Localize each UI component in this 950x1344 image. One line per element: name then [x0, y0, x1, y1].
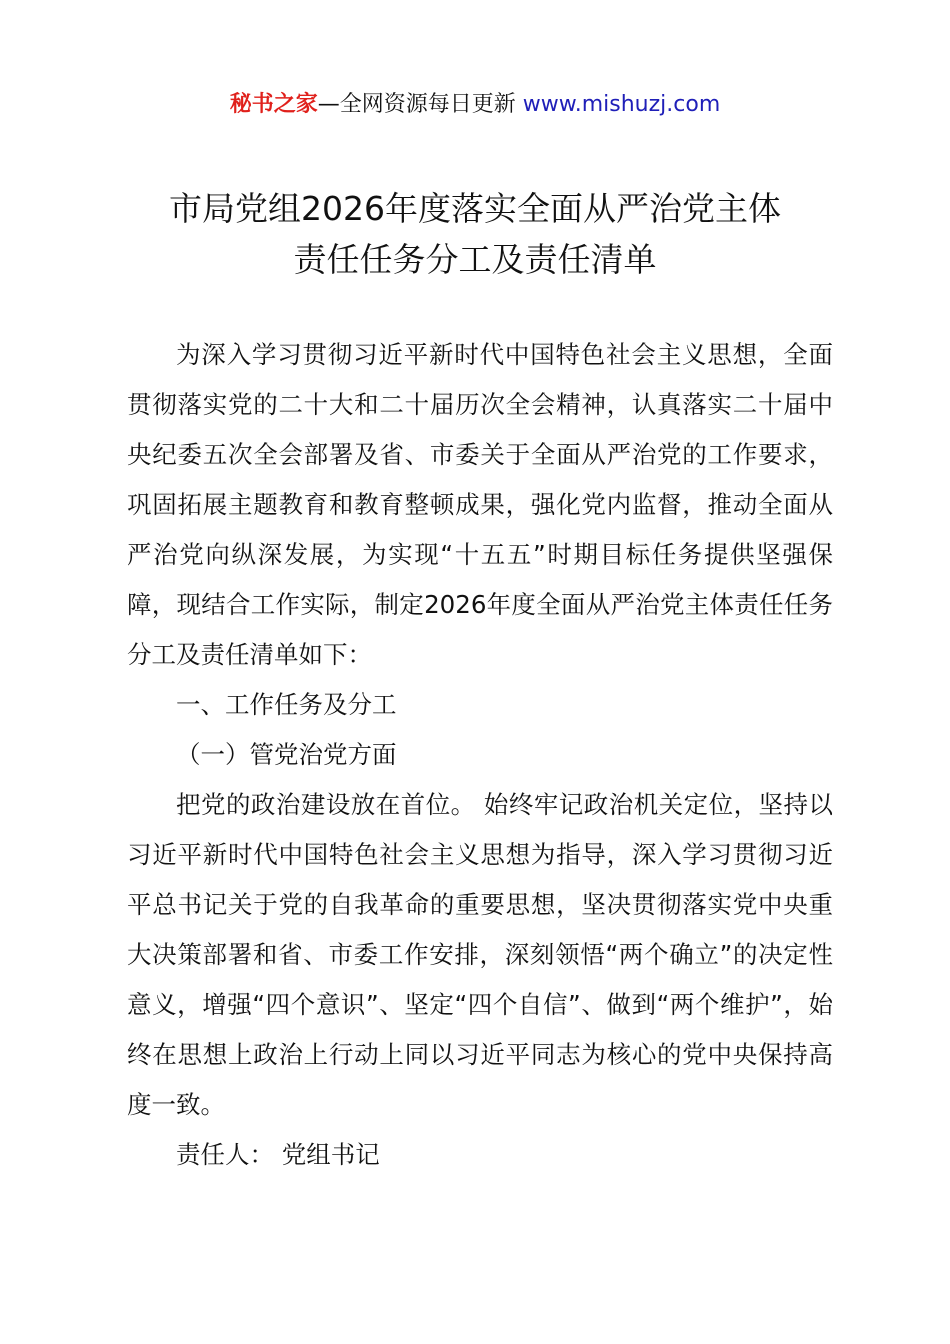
title-line-2: 责任任务分工及责任清单 [293, 240, 657, 279]
section-heading: 一、工作任务及分工 [176, 690, 397, 719]
site-url-link[interactable]: www.mishuzj.com [522, 92, 721, 117]
task-paragraph: 把党的政治建设放在首位。 始终牢记政治机关定位，坚持以习近平新时代中国特色社会主义思想为指导，深入学习贯彻习近平总书记关于党的自我革命的重要思想，坚决贯彻落实党中央重大决策部署和省、市委工作安排，深刻领悟“两个确立”的决定性意义，增强“四个意识”、坚定“四个自信”、做到“两个维护”，始终在思想上政治上行动上同以习近平同志为核心的党中央保持高度一致。 [127, 790, 833, 1119]
site-brand: 秘书之家 [229, 92, 318, 117]
site-header [0, 88, 950, 122]
document-title [60, 183, 890, 285]
site-tagline: —全网资源每日更新 [317, 92, 516, 117]
document-body [127, 330, 833, 1180]
subsection-heading: （一）管党治党方面 [176, 740, 397, 769]
responsible-person: 责任人： 党组书记 [176, 1140, 380, 1169]
intro-paragraph: 为深入学习贯彻习近平新时代中国特色社会主义思想，全面贯彻落实党的二十大和二十届历次全会精神，认真落实二十届中央纪委五次全会部署及省、市委关于全面从严治党的工作要求，巩固拓展主题教育和教育整顿成果，强化党内监督，推动全面从严治党向纵深发展，为实现“十五五”时期目标任务提供坚强保障，现结合工作实际，制定2026年度全面从严治党主体责任任务分工及责任清单如下： [127, 340, 833, 669]
title-line-1: 市局党组2026年度落实全面从严治党主体 [169, 189, 781, 228]
